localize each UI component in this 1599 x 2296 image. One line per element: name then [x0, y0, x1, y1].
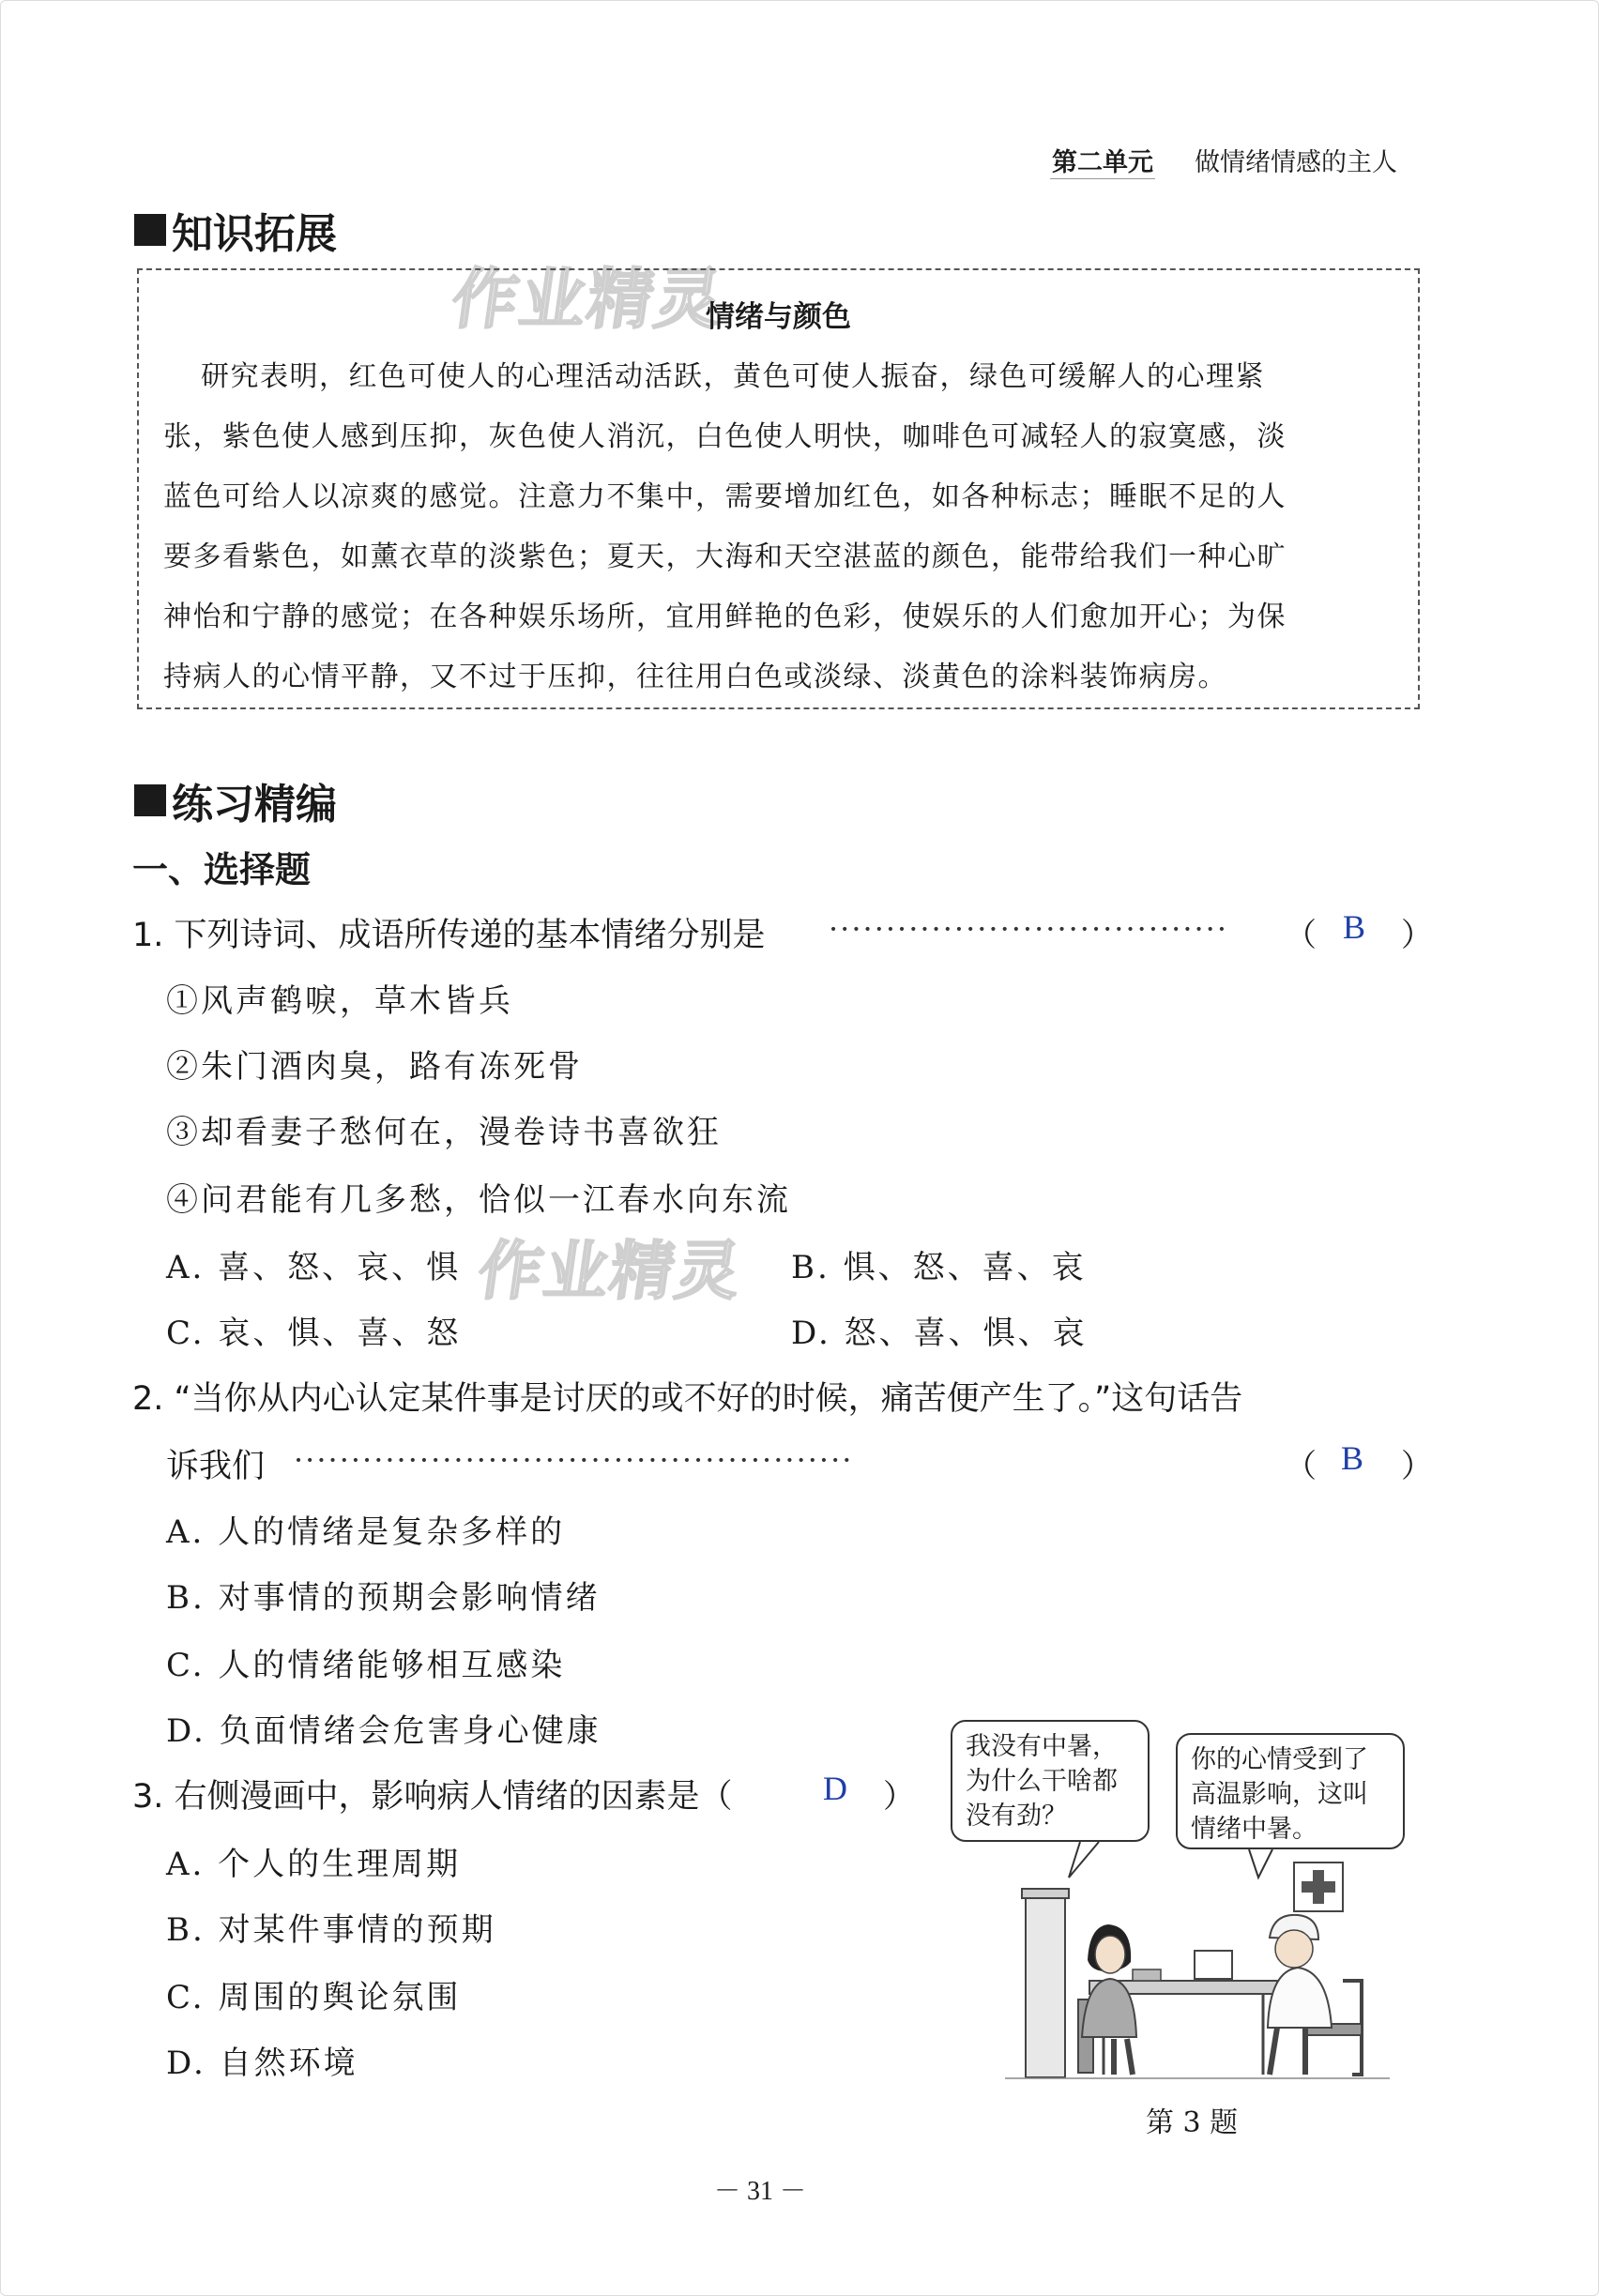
q1-option-d: D. 怒、喜、惧、哀 — [791, 1315, 1088, 1352]
q1-stem: 1. 下列诗词、成语所传递的基本情绪分别是 — [132, 917, 766, 954]
q3-option-b: B. 对某件事情的预期 — [166, 1911, 496, 1949]
q2-paren-close: ） — [1401, 1448, 1433, 1485]
q1-option-a: A. 喜、怒、哀、惧 — [166, 1249, 462, 1286]
q1-item: ④问君能有几多愁，恰似一江春水向东流 — [166, 1181, 791, 1219]
q1-item: ②朱门酒肉臭，路有冻死骨 — [166, 1048, 583, 1086]
q2-option-c: C. 人的情绪能够相互感染 — [166, 1647, 566, 1684]
q1-answer: B — [1343, 908, 1366, 946]
bubble-line: 为什么干啥都 — [966, 1767, 1118, 1796]
q3-stem: 3. 右侧漫画中，影响病人情绪的因素是（ — [132, 1778, 733, 1816]
q3-option-d: D. 自然环境 — [166, 2045, 358, 2082]
bubble-tail — [1069, 1842, 1099, 1878]
q2-paren-open: （ — [1285, 1448, 1317, 1485]
q2-option-b: B. 对事情的预期会影响情绪 — [166, 1579, 601, 1617]
bubble-line: 没有劲？ — [966, 1802, 1067, 1831]
knowledge-line: 要多看紫色，如薰衣草的淡紫色；夏天，大海和天空湛蓝的颜色，能带给我们一种心旷 — [163, 540, 1287, 573]
q3-option-a: A. 个人的生理周期 — [166, 1846, 462, 1883]
doctor-face — [1275, 1930, 1313, 1968]
q2-option-a: A. 人的情绪是复杂多样的 — [166, 1513, 566, 1551]
square-bullet-icon — [134, 214, 166, 246]
page-number: － 31 － — [714, 2177, 807, 2206]
doctor-speech-bubble — [1176, 1733, 1405, 1849]
patient-face — [1095, 1936, 1125, 1973]
knowledge-line: 蓝色可给人以凉爽的感觉。注意力不集中，需要增加红色，如各种标志；睡眠不足的人 — [163, 480, 1287, 513]
bubble-line: 情绪中暑。 — [1191, 1815, 1317, 1844]
q2-option-d: D. 负面情绪会危害身心健康 — [166, 1712, 602, 1750]
knowledge-heading — [134, 200, 337, 260]
q1-item: ③却看妻子愁何在，漫卷诗书喜欲狂 — [166, 1114, 722, 1151]
knowledge-line: 张，紫色使人感到压抑，灰色使人消沉，白色使人明快，咖啡色可减轻人的寂寞感，淡 — [163, 420, 1287, 453]
figure-caption: 第 3 题 — [1146, 2106, 1239, 2139]
q1-item: ①风声鹤唳，草木皆兵 — [166, 982, 513, 1020]
q2-stem-line2: 诉我们 — [166, 1448, 266, 1485]
practice-heading-text: 练习精编 — [172, 781, 337, 829]
bubble-line: 你的心情受到了 — [1191, 1745, 1368, 1774]
patient-speech-bubble — [951, 1720, 1150, 1842]
doctor-coat — [1268, 1968, 1332, 2028]
q2-dots: ················································· — [294, 1442, 854, 1478]
square-bullet-icon — [134, 784, 166, 816]
choice-section-heading: 一、选择题 — [132, 849, 312, 890]
practice-heading — [134, 770, 337, 830]
q1-option-c: C. 哀、惧、喜、怒 — [166, 1315, 462, 1352]
bubble-line: 我没有中暑， — [966, 1732, 1118, 1761]
watermark: 作业精灵 — [473, 1235, 747, 1309]
door — [1026, 1894, 1065, 2077]
q3-answer: D — [823, 1770, 847, 1807]
bubble-line: 高温影响，这叫 — [1191, 1780, 1368, 1809]
unit-label: 第二单元 — [1050, 142, 1155, 179]
q1-paren-close: ） — [1401, 917, 1433, 954]
knowledge-line: 研究表明，红色可使人的心理活动活跃，黄色可使人振奋，绿色可缓解人的心理紧 — [201, 360, 1265, 393]
q3-paren-close: ） — [883, 1778, 915, 1816]
q1-paren-open: （ — [1285, 917, 1317, 954]
knowledge-box — [137, 268, 1420, 709]
doctor-patient-cartoon — [949, 1840, 1418, 2093]
unit-title: 做情绪情感的主人 — [1195, 148, 1397, 177]
q1-option-b: B. 惧、怒、喜、哀 — [791, 1249, 1087, 1286]
watermark: 作业精灵 — [447, 261, 728, 338]
q1-dots: ··································· — [829, 911, 1229, 947]
knowledge-line: 神怡和宁静的感觉；在各种娱乐场所，宜用鲜艳的色彩，使娱乐的人们愈加开心；为保 — [163, 601, 1287, 633]
q3-option-c: C. 周围的舆论氛围 — [166, 1979, 462, 2016]
knowledge-line: 持病人的心情平静，又不过于压抑，往往用白色或淡绿、淡黄色的涂料装饰病房。 — [163, 661, 1227, 693]
knowledge-box-title: 情绪与颜色 — [706, 300, 851, 334]
bubble-tail — [1249, 1849, 1272, 1878]
q2-answer: B — [1341, 1439, 1364, 1477]
knowledge-heading-text: 知识拓展 — [172, 210, 337, 258]
q2-stem-line1: 2. “当你从内心认定某件事是讨厌的或不好的时候，痛苦便产生了。”这句话告 — [132, 1380, 1243, 1418]
